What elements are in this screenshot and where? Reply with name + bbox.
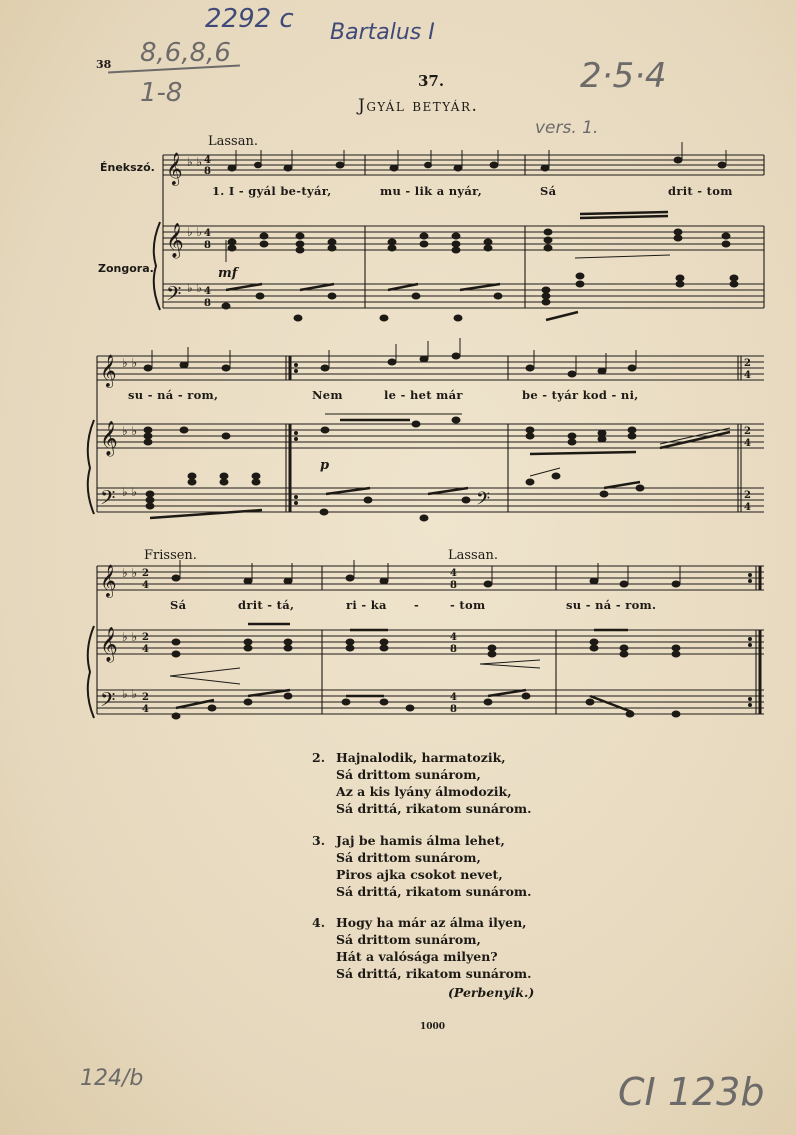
verse-line: Piros ajka csokot nevet,: [336, 867, 503, 882]
system-3-barlines: [97, 566, 760, 714]
verse-line: Hogy ha már az álma ilyen,: [336, 915, 527, 930]
system-2-bass-staff: [97, 488, 764, 512]
svg-text:4: 4: [204, 286, 211, 297]
lyric-r2-3: le - het már: [384, 388, 463, 402]
verse-number: 3.: [312, 833, 326, 848]
verse-line: Sá drittá, rikatom sunárom.: [336, 884, 532, 899]
footer-number: 1000: [420, 1022, 446, 1032]
lyric-r3-4: -: [414, 598, 420, 612]
svg-text:4: 4: [744, 502, 751, 513]
tempo-marking-frissen: Frissen.: [144, 548, 197, 563]
svg-text:4: 4: [142, 704, 149, 715]
svg-text:4: 4: [450, 692, 457, 703]
verse-number: 2.: [312, 750, 326, 765]
svg-text:♭ ♭: ♭ ♭: [122, 485, 138, 499]
lyric-r2-1: su - ná - rom,: [128, 388, 219, 402]
treble-clef-icon: 𝄞: [100, 421, 118, 456]
system-1-piano-brace: [154, 222, 160, 310]
tempo-marking-lassan-2: Lassan.: [448, 548, 498, 563]
svg-text:8: 8: [204, 240, 211, 251]
bass-clef-icon: 𝄢: [100, 688, 116, 716]
lyric-r1-3: Sá: [540, 184, 557, 198]
handwritten-bottom-right: CI 123b: [618, 1070, 765, 1114]
dynamic-mezzoforte: mf: [218, 266, 238, 281]
verse-line: Az a kis lyány álmodozik,: [336, 784, 512, 799]
lyric-r3-2: drit - tá,: [238, 598, 295, 612]
system-1-bass-notes: [222, 273, 738, 321]
system-1-voice-notes: [228, 142, 726, 171]
system-3-voice-notes: [172, 560, 680, 587]
svg-text:♭ ♭: ♭ ♭: [187, 155, 203, 169]
handwritten-verse-note: vers. 1.: [535, 118, 599, 138]
song-title: Jgyál betyár.: [358, 96, 479, 116]
svg-text:♭ ♭: ♭ ♭: [122, 566, 138, 580]
svg-text:♭ ♭: ♭ ♭: [122, 356, 138, 370]
verse-number: 4.: [312, 915, 326, 930]
system-3-bass-staff: [97, 690, 764, 714]
svg-text:4: 4: [744, 438, 751, 449]
voice-label: Énekszó.: [100, 161, 155, 174]
svg-text:♭ ♭: ♭ ♭: [187, 225, 203, 239]
system-2-piano-brace: [88, 420, 94, 514]
tempo-marking-lassan: Lassan.: [208, 134, 258, 149]
system-2-treble-staff: [97, 424, 764, 448]
svg-text:4: 4: [204, 155, 211, 166]
lyric-r2-2: Nem: [312, 388, 343, 402]
svg-text:4: 4: [450, 632, 457, 643]
system-3-bass-notes: [172, 690, 680, 719]
bass-clef-icon: 𝄢: [166, 282, 182, 310]
system-2-voice-staff: [97, 356, 764, 380]
bass-clef-icon: 𝄢: [100, 486, 116, 514]
svg-text:2: 2: [744, 426, 751, 437]
lyric-r1-2: mu - lik a nyár,: [380, 184, 482, 198]
svg-text:8: 8: [450, 580, 457, 591]
system-3-voice-staff: [97, 566, 764, 590]
svg-text:4: 4: [204, 228, 211, 239]
handwritten-fraction-bottom: 1-8: [140, 78, 183, 108]
verse-line: Sá drittá, rikatom sunárom.: [336, 801, 532, 816]
verse-line: Sá drittá, rikatom sunárom.: [336, 966, 532, 981]
attribution: (Perbenyik.): [448, 985, 535, 1000]
system-1-bass-staff: [163, 284, 764, 308]
handwritten-bottom-left: 124/b: [80, 1066, 144, 1091]
svg-text:8: 8: [204, 166, 211, 177]
page-number: 38: [96, 58, 112, 71]
verse-line: Jaj be hamis álma lehet,: [336, 833, 505, 848]
system-2-voice-notes: [144, 338, 636, 377]
treble-clef-icon: 𝄞: [100, 564, 117, 597]
handwritten-catalog-code: 2292 c: [205, 4, 294, 34]
svg-text:♭ ♭: ♭ ♭: [187, 281, 203, 295]
handwritten-reference-code: 2·5·4: [580, 56, 667, 96]
svg-text:4: 4: [450, 568, 457, 579]
treble-clef-icon: 𝄞: [100, 354, 117, 387]
system-1-voice-staff: [163, 155, 764, 175]
piano-label: Zongora.: [98, 262, 154, 275]
lyric-r3-1: Sá: [170, 598, 187, 612]
lyric-r1-4: drit - tom: [668, 184, 733, 198]
verse-line: Sá drittom sunárom,: [336, 932, 481, 947]
svg-text:8: 8: [450, 704, 457, 715]
lyric-r3-3: ri - ka: [346, 598, 387, 612]
treble-clef-icon: 𝄞: [100, 627, 118, 662]
handwritten-collection-name: Bartalus I: [330, 20, 435, 45]
verse-line: Hajnalodik, harmatozik,: [336, 750, 506, 765]
lyric-r2-4: be - tyár kod - ni,: [522, 388, 639, 402]
bass-clef-icon: 𝄢: [476, 489, 491, 514]
svg-text:2: 2: [744, 490, 751, 501]
system-3-piano-brace: [88, 626, 94, 718]
treble-clef-icon: 𝄞: [166, 223, 184, 258]
handwritten-fraction-top: 8,6,8,6: [140, 38, 231, 68]
verse-line: Hát a valósága milyen?: [336, 949, 498, 964]
svg-text:2: 2: [142, 568, 149, 579]
song-number: 37.: [418, 72, 445, 90]
svg-text:♭ ♭: ♭ ♭: [122, 687, 138, 701]
svg-text:4: 4: [142, 580, 149, 591]
svg-text:♭ ♭: ♭ ♭: [122, 424, 138, 438]
svg-text:4: 4: [142, 644, 149, 655]
svg-text:2: 2: [142, 632, 149, 643]
svg-text:2: 2: [142, 692, 149, 703]
lyric-r3-6: su - ná - rom.: [566, 598, 657, 612]
svg-text:2: 2: [744, 358, 751, 369]
svg-text:4: 4: [744, 370, 751, 381]
dynamic-piano: p: [320, 458, 330, 473]
svg-text:8: 8: [204, 298, 211, 309]
verse-line: Sá drittom sunárom,: [336, 850, 481, 865]
verse-line: Sá drittom sunárom,: [336, 767, 481, 782]
lyric-r1-1: 1. I - gyál be-tyár,: [212, 184, 332, 198]
system-2-bass-notes: [146, 468, 644, 521]
svg-text:8: 8: [450, 644, 457, 655]
system-3-treble-staff: [97, 630, 764, 654]
treble-clef-icon: 𝄞: [166, 152, 183, 185]
system-1-treble-chords: [226, 212, 730, 262]
lyric-r3-5: - tom: [450, 598, 486, 612]
svg-text:♭ ♭: ♭ ♭: [122, 630, 138, 644]
